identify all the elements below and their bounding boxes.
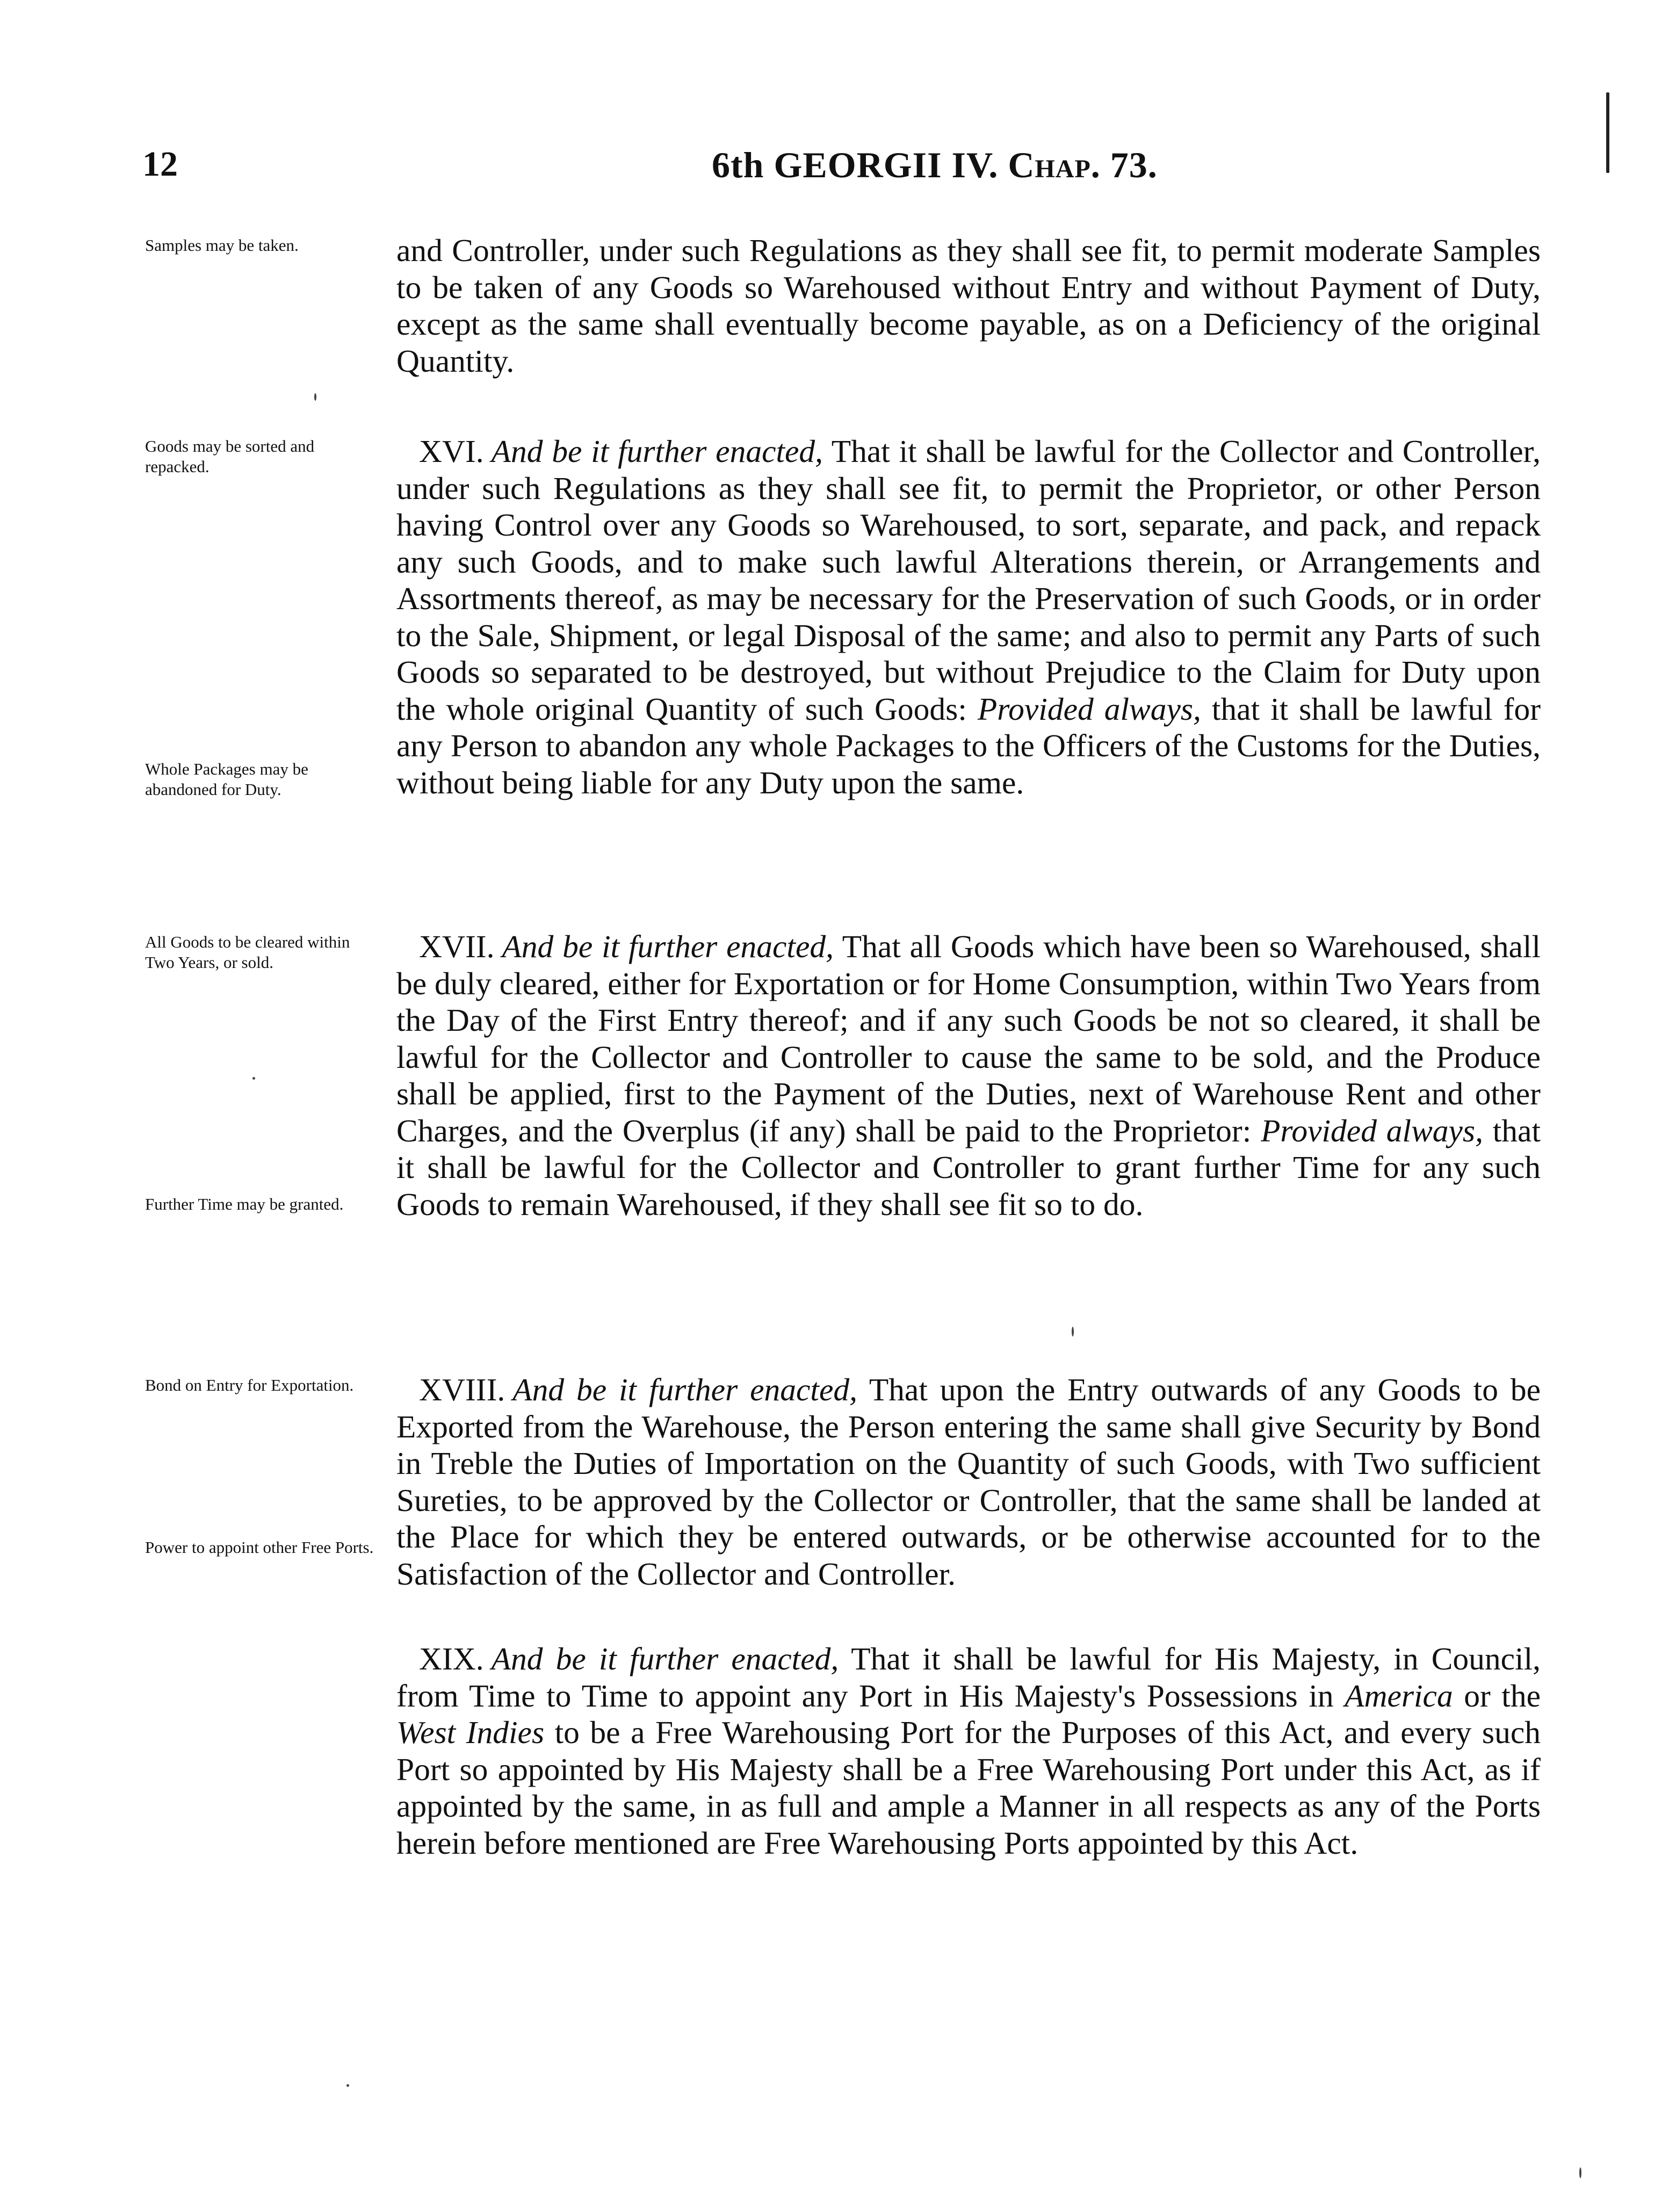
paragraph-text: That upon the Entry outwards of any Goods to be Exported from the Warehouse, the Person entering the same shall give Security by Bond in Treble the Duties of Importation on the Quantity of such Goods, with Two sufficient Sureties, to be approved by the Collector or Controller, that the same shall be landed at the Place for which they be entered outwards, or be otherwise accounted for to the Satisfaction of the Collector and Controller.: [396, 1372, 1541, 1592]
section-number: XVI.: [419, 433, 484, 469]
paragraph-text: That it shall be lawful for the Collector and Controller, under such Regulations as they shall see fit, to permit the Proprietor, or other Person having Control over any Goods so Warehoused, to sort, separate, and pack, and repack any such Goods, and to make such lawful Alterations therein, or Arrangements and Assortments thereof, as may be necessary for the Preservation of such Goods, or in order to the Sale, Shipment, or legal Disposal of the same; and also to permit any Parts of such Goods so separated to be destroyed, but without Prejudice to the Claim for Duty upon the whole original Quantity of such Goods:: [396, 433, 1541, 727]
paragraph-xvi: [396, 433, 1541, 801]
section-number: XVIII.: [419, 1372, 505, 1407]
margin-note-cleared: All Goods to be cleared within Two Years, or sold.: [145, 932, 350, 972]
scan-artifact: [1606, 92, 1609, 173]
enacting-clause: And be it further enacted,: [512, 1372, 857, 1407]
enacting-clause: And be it further enacted,: [491, 433, 823, 469]
paragraph-xviii: [396, 1371, 1541, 1592]
paragraph-text: That it shall be lawful for His Majesty, in Council, from Time to Time to appoint any Port in His Majesty's Possessions in: [396, 1641, 1541, 1714]
scan-artifact: [1072, 1327, 1074, 1336]
enacting-clause: And be it further enacted,: [502, 929, 834, 964]
margin-note-abandoned: Whole Packages may be abandoned for Duty.: [145, 760, 308, 799]
scan-artifact: [346, 2084, 349, 2087]
scan-artifact: [252, 1077, 255, 1080]
running-head-prefix: 6th GEORGII IV.: [712, 144, 999, 185]
page-number: 12: [142, 144, 178, 184]
enacting-clause: And be it further enacted,: [491, 1641, 839, 1676]
paragraph-text: that it shall be lawful for the Collector and Controller to grant further Time for any such Goods to remain Warehoused, if they shall see fit so to do.: [396, 1112, 1541, 1222]
paragraph-text: that it shall be lawful for any Person to abandon any whole Packages to the Officers of the Customs for the Duties, without being liable for any Duty upon the same.: [396, 691, 1541, 800]
place-name: West Indies: [396, 1715, 545, 1750]
paragraph-xvii: [396, 928, 1541, 1223]
page-header: [142, 144, 1560, 192]
running-head-num: 73.: [1110, 144, 1158, 185]
paragraph-text: That all Goods which have been so Warehoused, shall be duly cleared, either for Exportation or for Home Consumption, within Two Years from the Day of the First Entry thereof; and if any such Goods be not so cleared, it shall be lawful for the Collector and Controller to cause the same to be sold, and the Produce shall be applied, first to the Payment of the Duties, next of Warehouse Rent and other Charges, and the Overplus (if any) shall be paid to the Proprietor:: [396, 929, 1541, 1148]
scan-artifact: [1579, 2167, 1581, 2178]
proviso-clause: Provided always,: [977, 691, 1201, 727]
margin-note-further-time: Further Time may be granted.: [145, 1195, 344, 1213]
scan-artifact: [314, 393, 316, 401]
proviso-clause: Provided always,: [1261, 1112, 1483, 1148]
paragraph-text: and Controller, under such Regulations as they shall see fit, to permit moderate Samples to be taken of any Goods so Warehoused without Entry and without Payment of Duty, except as the same shall eventually become payable, as on a Deficiency of the original Quantity.: [396, 233, 1541, 379]
paragraph-text: or the: [1464, 1678, 1541, 1714]
paragraph-xv-continued: [396, 232, 1541, 379]
running-head: [712, 144, 1158, 186]
margin-note-bond: Bond on Entry for Exportation.: [145, 1376, 354, 1394]
section-number: XVII.: [419, 929, 495, 964]
place-name: America: [1345, 1678, 1453, 1714]
paragraph-text: to be a Free Warehousing Port for the Purposes of this Act, and every such Port so appointed by His Majesty shall be a Free Warehousing Port under this Act, as if appointed by the same, in as full and ample a Manner in all respects as any of the Ports herein before mentioned are Free Warehousing Ports appointed by this Act.: [396, 1715, 1541, 1861]
margin-note-samples: Samples may be taken.: [145, 236, 299, 255]
margin-note-sorted: Goods may be sorted and repacked.: [145, 437, 315, 476]
paragraph-xix: [396, 1640, 1541, 1861]
running-head-chap: Chap.: [1008, 144, 1101, 185]
margin-note-free-ports: Power to appoint other Free Ports.: [145, 1538, 374, 1557]
section-number: XIX.: [419, 1641, 484, 1676]
